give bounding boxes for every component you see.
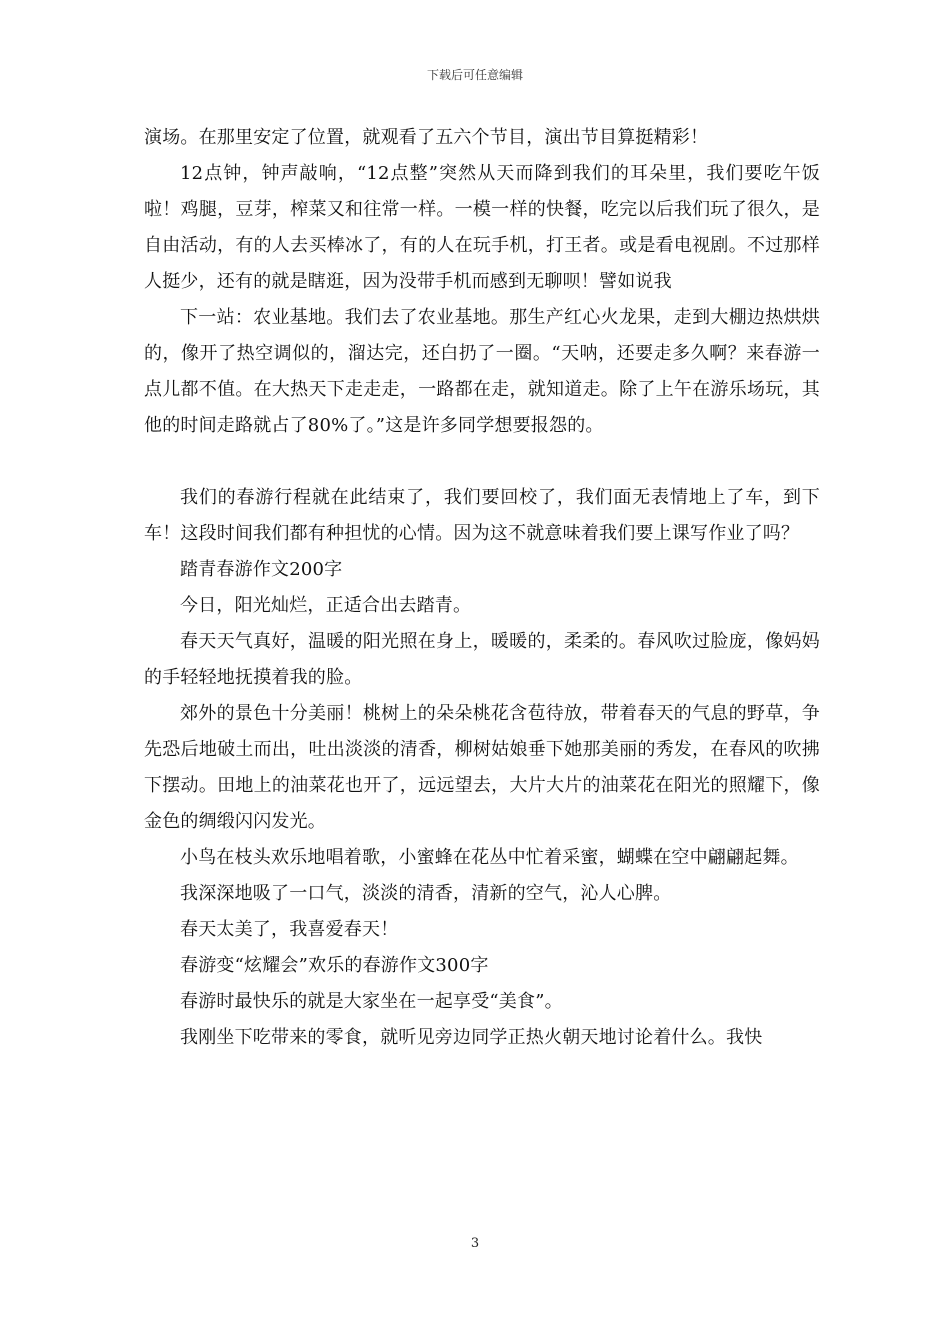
paragraph: 我刚坐下吃带来的零食，就听见旁边同学正热火朝天地讨论着什么。我快 xyxy=(180,1027,763,1048)
paragraph: 春天天气真好，温暖的阳光照在身上，暖暖的，柔柔的。春风吹过脸庞，像妈妈的手轻轻地抚摸着我的脸。 xyxy=(144,631,820,688)
paragraph: 小鸟在枝头欢乐地唱着歌，小蜜蜂在花丛中忙着采蜜，蝴蝶在空中翩翩起舞。 xyxy=(180,847,799,868)
section-title: 踏青春游作文200字 xyxy=(180,559,343,580)
paragraph: 演场。在那里安定了位置，就观看了五六个节目，演出节目算挺精彩！ xyxy=(144,127,709,148)
document-body xyxy=(144,120,820,1056)
paragraph: 郊外的景色十分美丽！桃树上的朵朵桃花含苞待放，带着春天的气息的野草，争先恐后地破土而出，吐出淡淡的清香，柳树姑娘垂下她那美丽的秀发，在春风的吹拂下摆动。田地上的油菜花也开了，远远望去，大片大片的油菜花在阳光的照耀下，像金色的绸缎闪闪发光。 xyxy=(144,703,820,832)
paragraph: 我深深地吸了一口气，淡淡的清香，清新的空气，沁人心脾。 xyxy=(180,883,672,904)
page-header: 下载后可任意编辑 xyxy=(426,68,523,82)
paragraph: 春游时最快乐的就是大家坐在一起享受“美食”。 xyxy=(180,991,563,1012)
paragraph: 今日，阳光灿烂，正适合出去踏青。 xyxy=(180,595,472,616)
page-number: 3 xyxy=(470,1236,480,1251)
section-title: 春游变“炫耀会”欢乐的春游作文300字 xyxy=(180,955,489,976)
paragraph: 我们的春游行程就在此结束了，我们要回校了，我们面无表情地上了车，到下车！这段时间我们都有种担忧的心情。因为这不就意味着我们要上课写作业了吗？ xyxy=(144,487,820,544)
paragraph: 下一站：农业基地。我们去了农业基地。那生产红心火龙果，走到大棚边热烘烘的，像开了热空调似的，溜达完，还白扔了一圈。“天呐，还要走多久啊？来春游一点儿都不值。在大热天下走走走，一路都在走，就知道走。除了上午在游乐场玩，其他的时间走路就占了80%了。”这是许多同学想要报怨的。 xyxy=(144,307,820,436)
paragraph: 春天太美了，我喜爱春天！ xyxy=(180,919,399,940)
paragraph: 12点钟，钟声敲响，“12点整”突然从天而降到我们的耳朵里，我们要吃午饭啦！鸡腿，豆芽，榨菜又和往常一样。一模一样的快餐，吃完以后我们玩了很久，是自由活动，有的人去买棒冰了，有的人在玩手机，打王者。或是看电视剧。不过那样人挺少，还有的就是瞎逛，因为没带手机而感到无聊呗！譬如说我 xyxy=(144,163,820,292)
